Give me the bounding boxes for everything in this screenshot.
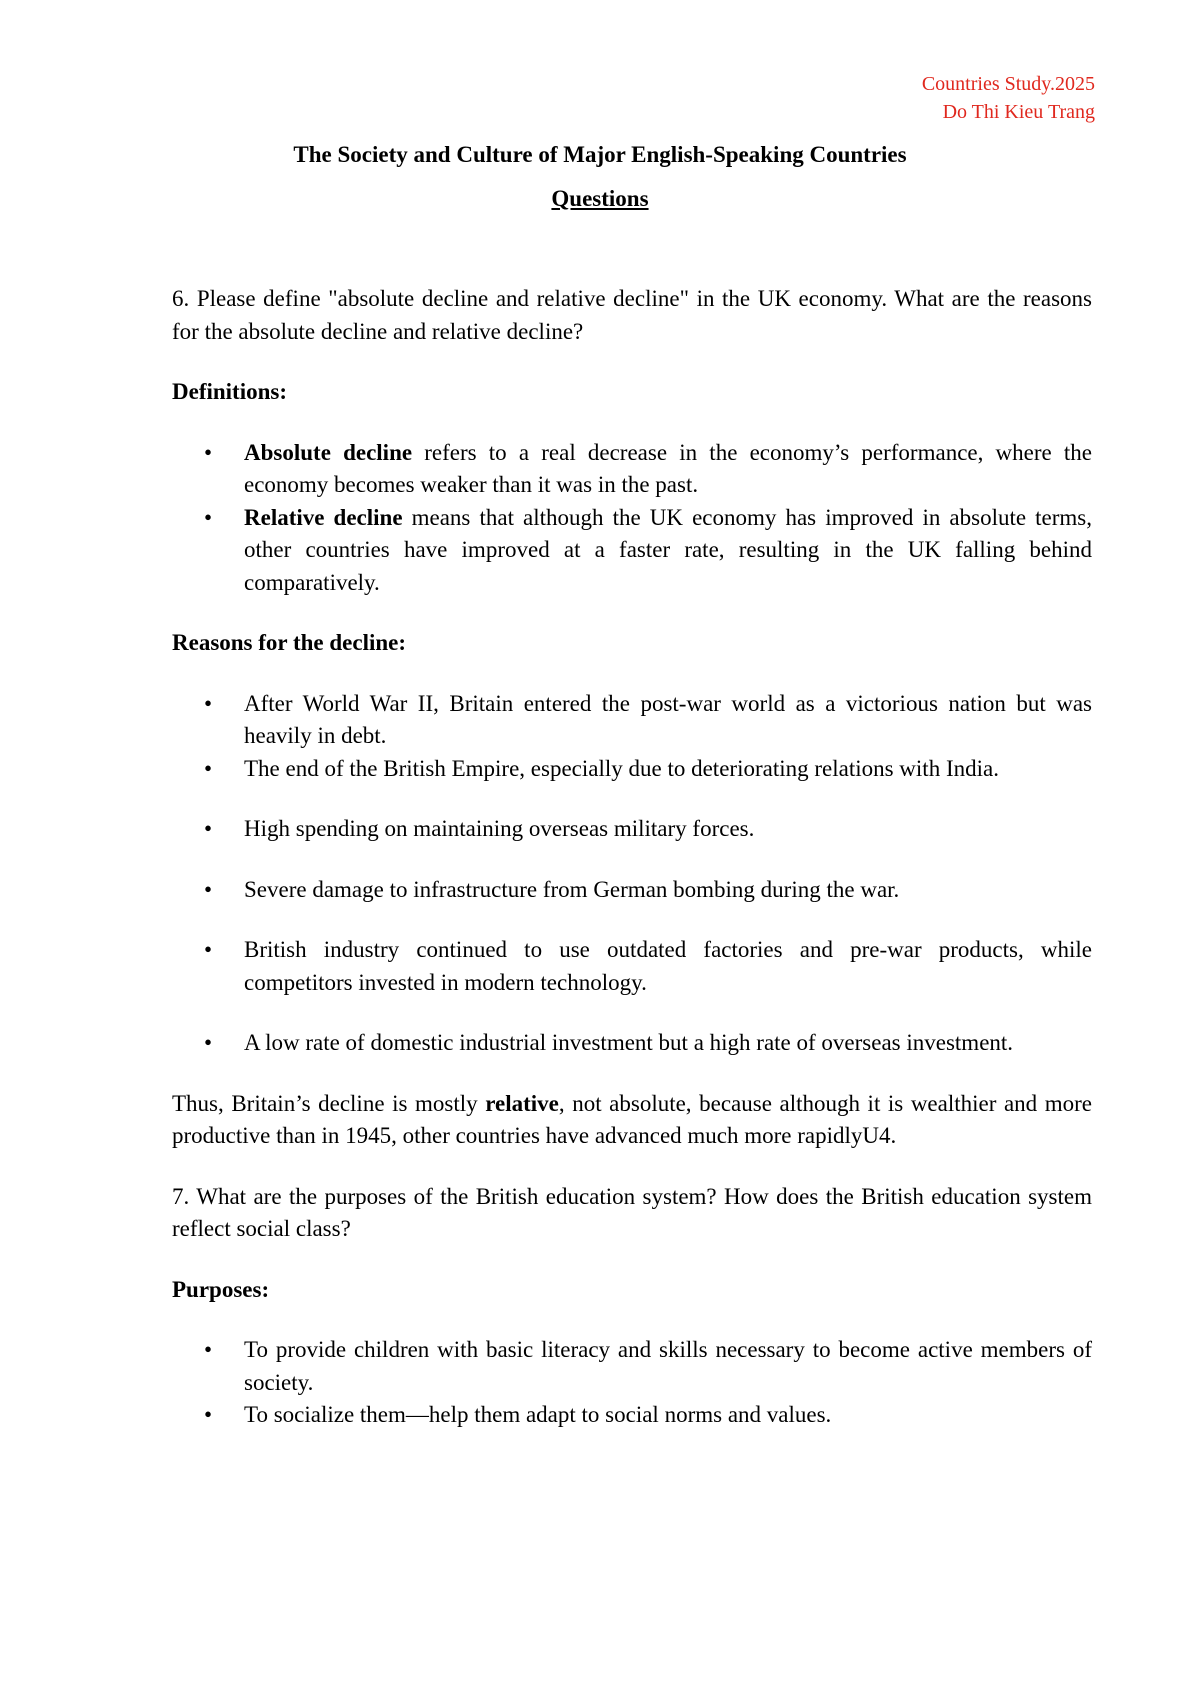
author-name: Do Thi Kieu Trang bbox=[942, 101, 1095, 123]
purpose-text: To socialize them—help them adapt to social norms and values. bbox=[244, 1402, 832, 1427]
bullet-icon: • bbox=[204, 690, 213, 716]
bullet-icon: • bbox=[204, 1030, 213, 1055]
list-item bbox=[172, 1399, 1092, 1432]
conclusion-paragraph bbox=[172, 1088, 1092, 1153]
question-7: 7. What are the purposes of the British education system? How does the British education system reflect social class? bbox=[172, 1183, 1092, 1241]
bullet-icon: • bbox=[204, 504, 213, 530]
conclusion-after: , not absolute, because although it is wealthier and more productive than in 1945, other countries have advanced much more rapidlyU4. bbox=[172, 1090, 1093, 1148]
definitions-list bbox=[172, 437, 1092, 600]
document-subtitle: Questions bbox=[551, 186, 649, 211]
list-item bbox=[172, 437, 1092, 502]
bullet-icon: • bbox=[204, 755, 213, 781]
conclusion-before: Thus, Britain’s decline is mostly bbox=[172, 1090, 486, 1116]
bullet-icon: • bbox=[204, 876, 213, 902]
reason-text: High spending on maintaining overseas military forces. bbox=[244, 816, 755, 841]
reason-text: A low rate of domestic industrial investment but a high rate of overseas investment. bbox=[244, 1030, 1014, 1055]
list-item bbox=[172, 874, 1092, 907]
list-item bbox=[172, 934, 1092, 999]
bullet-icon: • bbox=[204, 1402, 213, 1427]
reasons-heading: Reasons for the decline: bbox=[172, 630, 407, 655]
page-header bbox=[922, 70, 1095, 126]
definition-term: Absolute decline bbox=[244, 439, 413, 465]
document-title: The Society and Culture of Major English-Speaking Countries bbox=[293, 142, 907, 167]
list-item bbox=[172, 1334, 1092, 1399]
purposes-heading: Purposes: bbox=[172, 1276, 270, 1302]
list-item bbox=[172, 502, 1092, 600]
course-label: Countries Study.2025 bbox=[921, 73, 1095, 95]
reason-text: After World War II, Britain entered the post-war world as a victorious nation but was heavily in debt. bbox=[244, 690, 1092, 748]
purposes-list bbox=[172, 1334, 1092, 1432]
definitions-heading: Definitions: bbox=[172, 379, 287, 404]
list-item bbox=[172, 1027, 1092, 1060]
list-item bbox=[172, 688, 1092, 753]
definition-text: refers to a real decrease in the economy’s performance, where the economy becomes weaker than it was in the past. bbox=[244, 439, 1093, 497]
list-item bbox=[172, 813, 1092, 846]
definition-term: Relative decline bbox=[244, 504, 403, 530]
bullet-icon: • bbox=[204, 937, 213, 962]
reasons-list bbox=[172, 688, 1092, 1060]
reason-text: Severe damage to infrastructure from German bombing during the war. bbox=[244, 876, 900, 902]
conclusion-bold: relative bbox=[485, 1090, 559, 1116]
purpose-text: To provide children with basic literacy and skills necessary to become active members of society. bbox=[244, 1337, 1092, 1395]
reason-text: The end of the British Empire, especially due to deteriorating relations with India. bbox=[244, 755, 999, 781]
question-6: 6. Please define "absolute decline and relative decline" in the UK economy. What are the reasons for the absolute decline and relative decline? bbox=[172, 286, 1092, 344]
reason-text: British industry continued to use outdated factories and pre-war products, while competitors invested in modern technology. bbox=[244, 937, 1092, 995]
document-body bbox=[172, 283, 1092, 1432]
bullet-icon: • bbox=[204, 1337, 213, 1362]
bullet-icon: • bbox=[204, 439, 213, 465]
definition-text: means that although the UK economy has improved in absolute terms, other countries have improved at a faster rate, resulting in the UK falling behind comparatively. bbox=[244, 504, 1092, 595]
list-item bbox=[172, 753, 1092, 786]
bullet-icon: • bbox=[204, 816, 213, 841]
